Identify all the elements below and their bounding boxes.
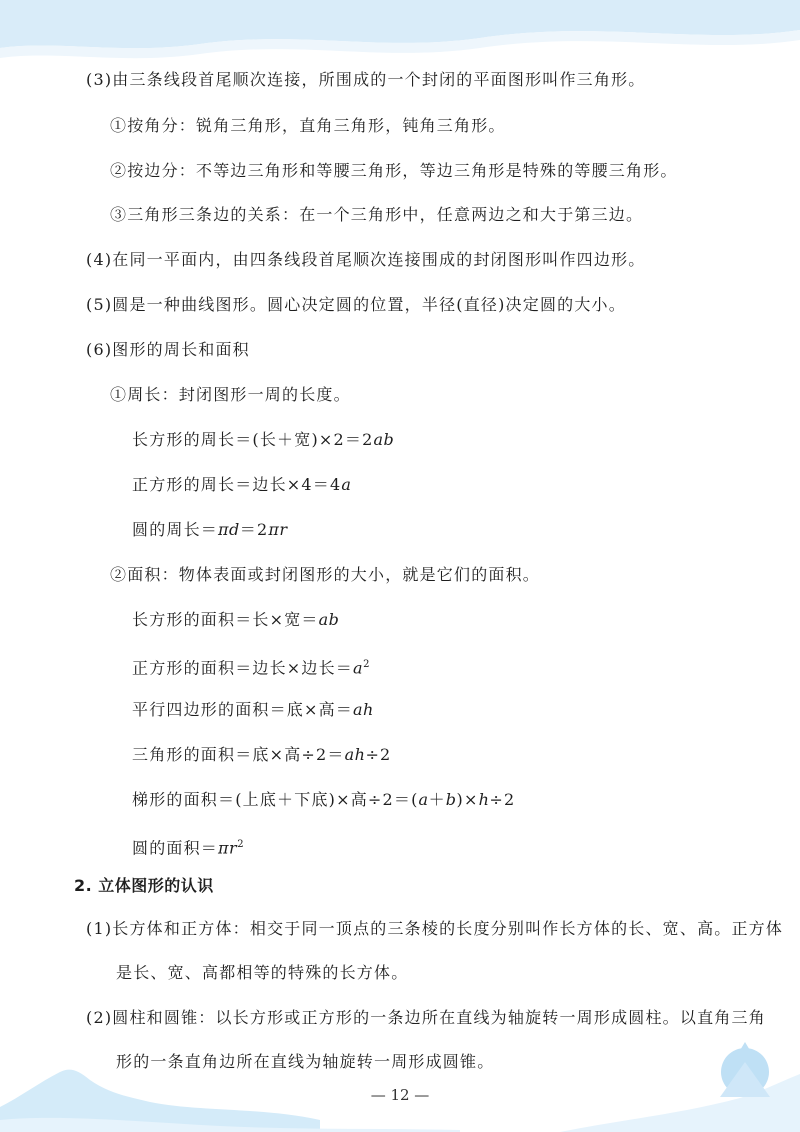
top-decorative-band (0, 0, 800, 70)
formula-circle-perimeter: 圆的周长＝πd＝2πr (132, 520, 288, 539)
area-definition: ②面积：物体表面或封闭图形的大小，就是它们的面积。 (110, 565, 541, 584)
triangle-side-relation: ③三角形三条边的关系：在一个三角形中，任意两边之和大于第三边。 (110, 205, 644, 224)
triangle-by-angle: ①按角分：锐角三角形，直角三角形，钝角三角形。 (110, 116, 506, 135)
triangle-by-side: ②按边分：不等边三角形和等腰三角形，等边三角形是特殊的等腰三角形。 (110, 161, 678, 180)
formula-square-area: 正方形的面积＝边长×边长$=a^2$ (132, 658, 371, 678)
paragraph-quadrilateral-definition: (4)在同一平面内，由四条线段首尾顺次连接围成的封闭图形叫作四边形。 (86, 250, 646, 269)
paragraph-cylinder-cone-cont: 形的一条直角边所在直线为轴旋转一周形成圆锥。 (116, 1052, 495, 1071)
formula-parallelogram-area: 平行四边形的面积＝底×高＝ah (132, 700, 374, 719)
paragraph-cuboid-cube: (1)长方体和正方体：相交于同一顶点的三条棱的长度分别叫作长方体的长、宽、高。正方体 (86, 919, 784, 938)
paragraph-cylinder-cone: (2)圆柱和圆锥：以长方形或正方形的一条边所在直线为轴旋转一周形成圆柱。以直角三角 (86, 1008, 766, 1027)
formula-trapezoid-area: 梯形的面积＝(上底＋下底)×高÷2＝(a＋b)×h÷2 (132, 790, 516, 809)
section-heading-solid-figures: 2. 立体图形的认识 (74, 876, 214, 895)
page-number: — 12 — (370, 1086, 430, 1104)
paragraph-circle-definition: (5)圆是一种曲线图形。圆心决定圆的位置，半径(直径)决定圆的大小。 (86, 295, 626, 314)
paragraph-cuboid-cube-cont: 是长、宽、高都相等的特殊的长方体。 (116, 963, 409, 982)
formula-rectangle-perimeter: 长方形的周长＝(长＋宽)×2＝2ab (132, 430, 395, 449)
formula-square-perimeter: 正方形的周长＝边长×4＝4a (132, 475, 352, 494)
perimeter-definition: ①周长：封闭图形一周的长度。 (110, 385, 351, 404)
paragraph-triangle-definition: (3)由三条线段首尾顺次连接，所围成的一个封闭的平面图形叫作三角形。 (86, 70, 646, 89)
formula-rectangle-area: 长方形的面积＝长×宽＝ab (132, 610, 340, 629)
formula-circle-area: 圆的面积$=\pi r^2$ (132, 838, 245, 858)
subheading-perimeter-area: (6)图形的周长和面积 (86, 340, 250, 359)
formula-triangle-area: 三角形的面积＝底×高÷2＝ah÷2 (132, 745, 392, 764)
